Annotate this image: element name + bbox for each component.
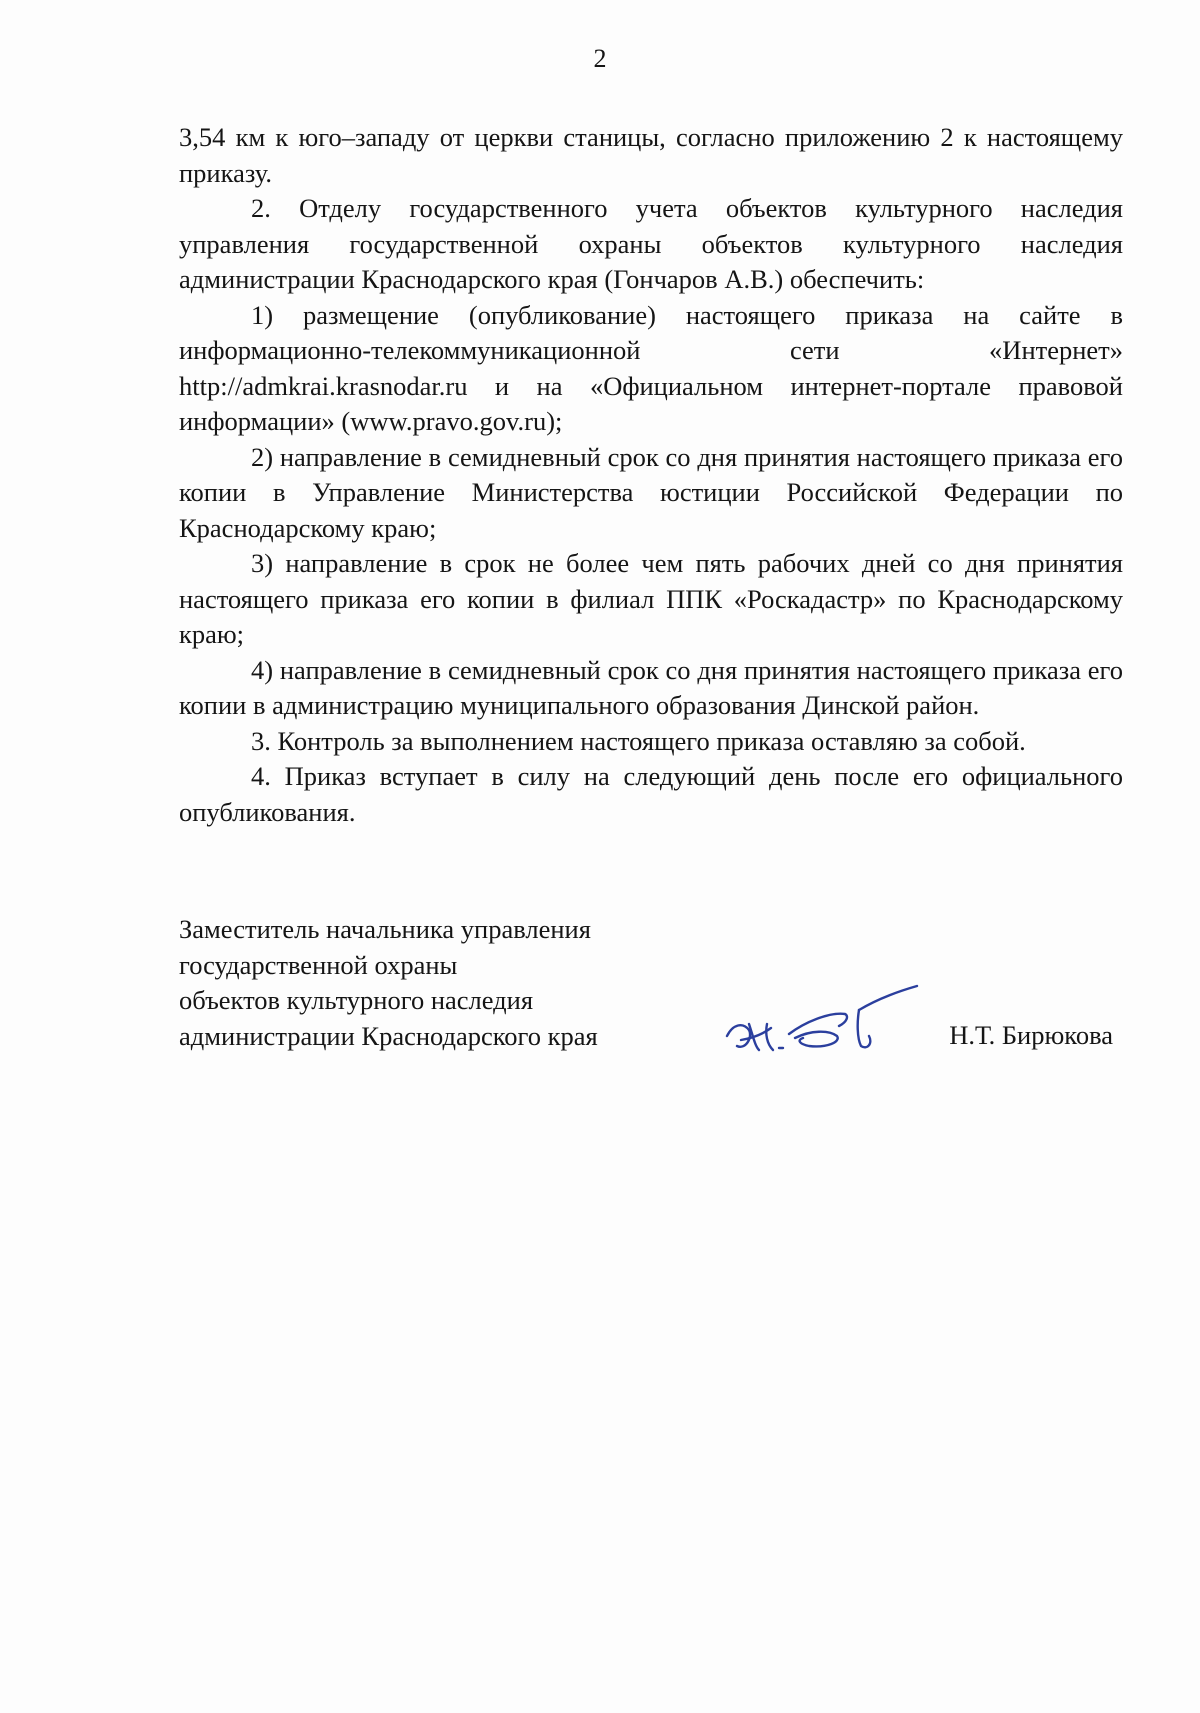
paragraph-subitem-1: 1) размещение (опубликование) настоящего приказа на сайте в информационно-телекоммуникационной сети «Интернет» http://admkrai.krasnodar.ru и на «Официальном интернет-портале правовой информации» (www.pravo.gov.ru); (179, 299, 1123, 436)
signatory-position-line: администрации Краснодарского края (179, 1020, 598, 1051)
signature-block (179, 912, 1123, 1062)
document-body (179, 120, 1123, 830)
paragraph-subitem-2: 2) направление в семидневный срок со дня принятия настоящего приказа его копии в Управление Министерства юстиции Российской Федерации по Краснодарскому краю; (179, 441, 1123, 543)
paragraph-item-4: 4. Приказ вступает в силу на следующий день после его официального опубликования. (179, 761, 1123, 827)
paragraph-subitem-4: 4) направление в семидневный срок со дня принятия настоящего приказа его копии в администрацию муниципального образования Динской район. (179, 654, 1123, 720)
page-number: 2 (593, 44, 607, 73)
signatory-position-line: государственной охраны (179, 949, 458, 980)
handwritten-signature (719, 972, 919, 1062)
paragraph-item-2: 2. Отделу государственного учета объектов культурного наследия управления государственной охраны объектов культурного наследия администрации Краснодарского края (Гончаров А.В.) обеспечить: (179, 193, 1123, 294)
signatory-name: Н.Т. Бирюкова (949, 1020, 1113, 1050)
paragraph-subitem-3: 3) направление в срок не более чем пять рабочих дней со дня принятия настоящего приказа его копии в филиал ППК «Роскадастр» по Краснодарскому краю; (179, 548, 1123, 649)
signatory-position-line: объектов культурного наследия (179, 985, 534, 1015)
signatory-position-line: Заместитель начальника управления (179, 914, 591, 944)
signatory-position (179, 912, 699, 1054)
paragraph-item-3: 3. Контроль за выполнением настоящего приказа оставляю за собой. (251, 725, 1026, 756)
paragraph-continuation: 3,54 км к юго–западу от церкви станицы, согласно приложению 2 к настоящему приказу. (179, 122, 1123, 188)
